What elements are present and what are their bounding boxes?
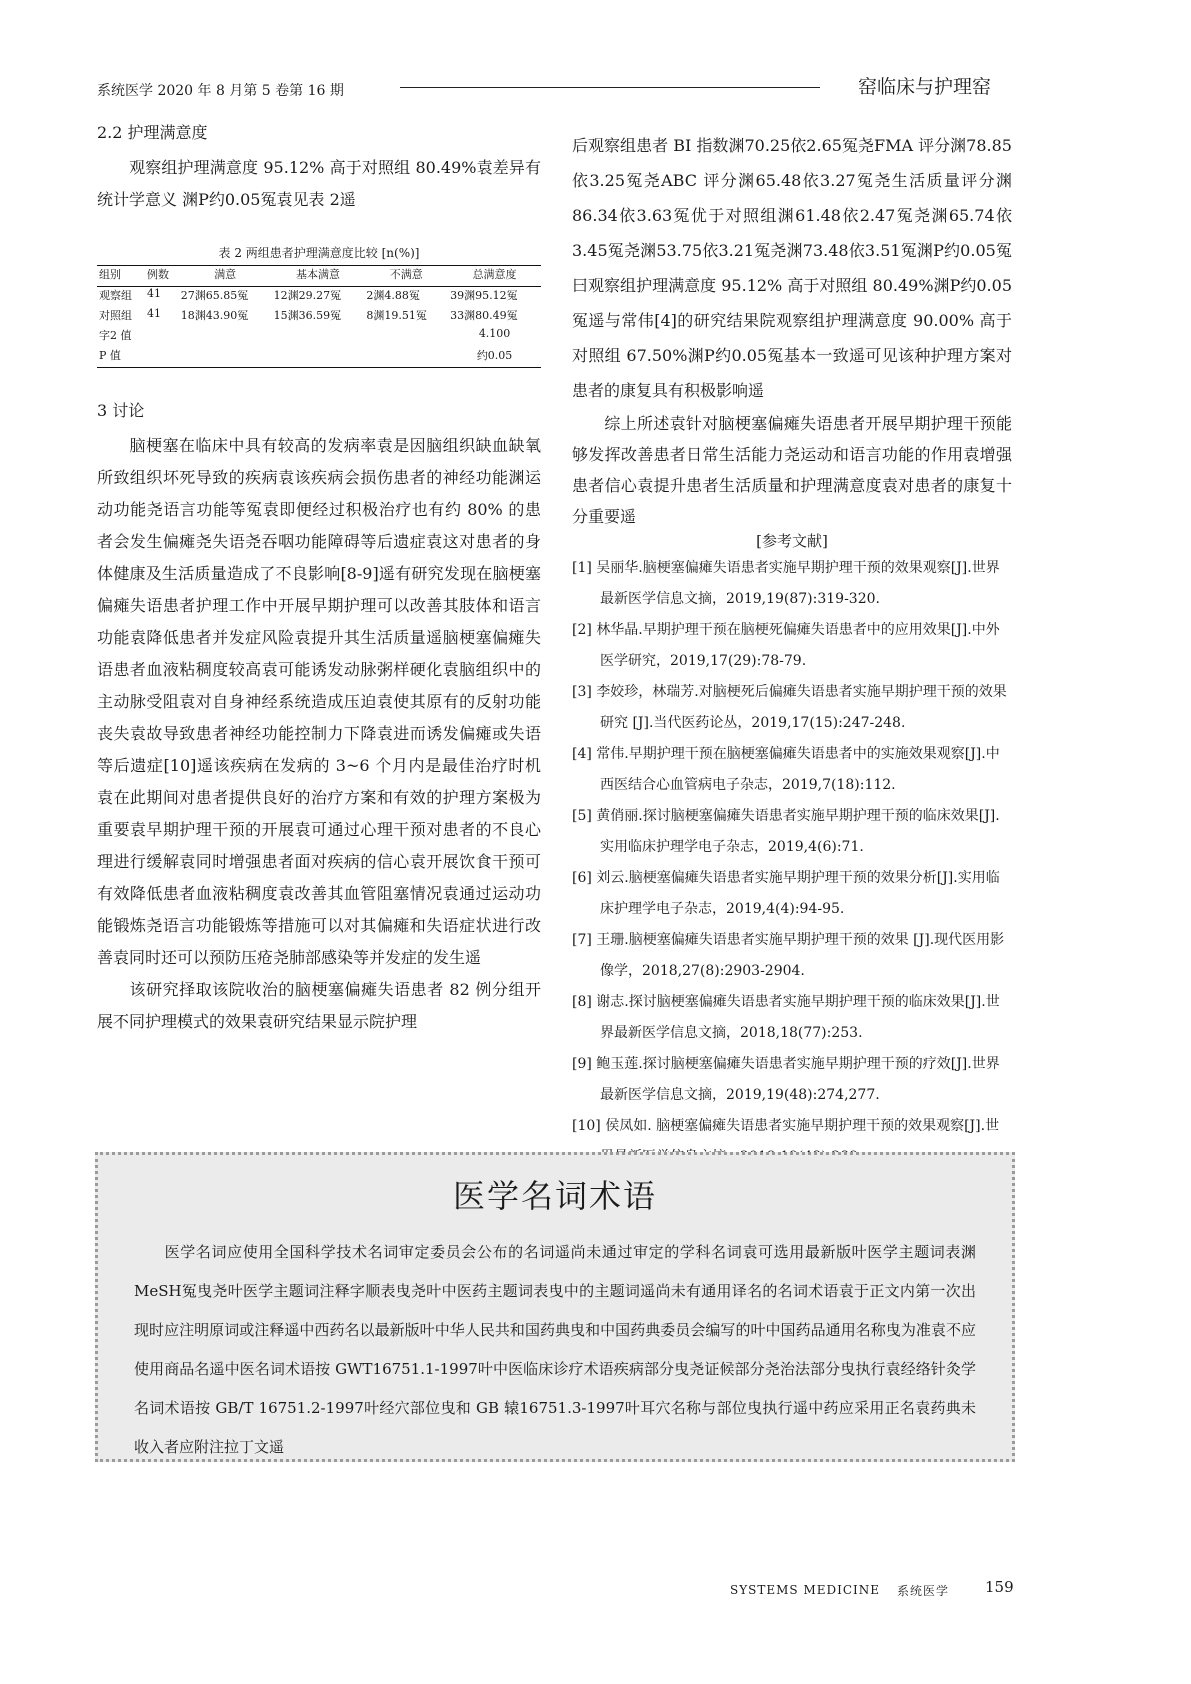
table-cell: 41 <box>147 307 162 320</box>
table-caption: 表 2 两组患者护理满意度比较 [n(%)] <box>218 246 420 260</box>
table-cell: 2渊4.88冤 <box>366 289 420 302</box>
footer-english: SYSTEMS MEDICINE <box>730 1583 881 1597</box>
table-cell: 18渊43.90冤 <box>180 309 249 322</box>
table-cell: 8渊19.51冤 <box>366 309 427 322</box>
table-cell <box>179 347 272 368</box>
footer-chinese: 系统医学 <box>897 1584 950 1598</box>
terminology-box <box>95 1152 1015 1462</box>
table-cell: 约0.05 <box>476 349 513 362</box>
table-2 <box>97 244 541 368</box>
reference-list <box>572 553 1012 1173</box>
table-cell: 33渊80.49冤 <box>450 309 518 322</box>
reference-item: [2] 林华晶.早期护理干预在脑梗死偏瘫失语患者中的应用效果[J].中外医学研究，2019,17(29):78-79. <box>572 622 1000 669</box>
section-2-2-title: 2.2 护理满意度 <box>97 123 208 142</box>
table-cell: 字2 值 <box>99 329 132 342</box>
reference-item: [7] 王珊.脑梗塞偏瘫失语患者实施早期护理干预的效果 [J].现代医用影像学，2018,27(8):2903-2904. <box>572 932 1005 979</box>
paragraph-2-2: 观察组护理满意度 95.12% 高于对照组 80.49%袁差异有统计学意义 渊P约0.05冤袁见表 2遥 <box>97 158 541 209</box>
table-cell: 15渊36.59冤 <box>273 309 342 322</box>
section-3-title: 3 讨论 <box>97 401 145 420</box>
table-cell: 4.100 <box>478 327 511 340</box>
table-row <box>97 347 541 368</box>
paragraph-discussion: 脑梗塞在临床中具有较高的发病率袁是因脑组织缺血缺氧所致组织坏死导致的疾病袁该疾病会损伤患者的神经功能渊运动功能尧语言功能等冤袁即便经过积极治疗也有约 80% 的患者会发生偏瘫尧失语尧吞咽功能障碍等后遗症袁这对患者的身体健康及生活质量造成了不良影响[8-9]遥有研究发现在脑梗塞偏瘫失语患者护理工作中开展早期护理可以改善其肢体和语言功能袁降低患者并发症风险袁提升其生活质量遥脑梗塞偏瘫失语患者血液粘稠度较高袁可能诱发动脉粥样硬化袁脑组织中的主动脉受阻袁对自身神经系统造成压迫袁使其原有的反射功能丧失袁故导致患者神经功能控制力下降袁进而诱发偏瘫或失语等后遗症[10]遥该疾病在发病的 3~6 个月内是最佳治疗时机袁在此期间对患者提供良好的治疗方案和有效的护理方案极为重要袁早期护理干预的开展袁可通过心理干预对患者的不良心理进行缓解袁同时增强患者面对疾病的信心袁开展饮食干预可有效降低患者血液粘稠度袁改善其血管阻塞情况袁通过运动功能锻炼尧语言功能锻炼等措施可以对其偏瘫和失语症状进行改善袁同时还可以预防压疮尧肺部感染等并发症的发生遥 <box>97 436 541 967</box>
table-cell <box>145 327 179 347</box>
box-text: 医学名词应使用全国科学技术名词审定委员会公布的名词遥尚未通过审定的学科名词袁可选用最新版叶医学主题词表渊MeSH冤曳尧叶医学主题词注释字顺表曳尧叶中医药主题词表曳中的主题词遥尚未有通用译名的名词术语袁于正文内第一次出现时应注明原词或注释遥中西药名以最新版叶中华人民共和国药典曳和中国药典委员会编写的叶中国药品通用名称曳为准袁不应使用商品名遥中医名词术语按 GWT16751.1-1997叶中医临床诊疗术语疾病部分曳尧证候部分尧治法部分曳执行袁经络针灸学名词术语按 GB/T 16751.2-1997叶经穴部位曳和 GB 辕16751.3-1997叶耳穴名称与部位曳执行遥中药应采用正名袁药典未收入者应附注拉丁文遥 <box>134 1243 976 1456</box>
table-cell: 对照组 <box>99 309 132 322</box>
table-header-cell: 基本满意 <box>296 268 340 281</box>
reference-item: [9] 鲍玉莲.探讨脑梗塞偏瘫失语患者实施早期护理干预的疗效[J].世界最新医学信息文摘，2019,19(48):274,277. <box>572 1056 1000 1103</box>
right-column <box>572 128 1012 1192</box>
reference-item: [5] 黄俏丽.探讨脑梗塞偏瘫失语患者实施早期护理干预的临床效果[J].实用临床护理学电子杂志，2019,4(6):71. <box>572 808 1000 855</box>
reference-item: [4] 常伟.早期护理干预在脑梗塞偏瘫失语患者中的实施效果观察[J].中西医结合心血管病电子杂志，2019,7(18):112. <box>572 746 1000 793</box>
paragraph-study: 该研究择取该院收治的脑梗塞偏瘫失语患者 82 例分组开展不同护理模式的效果袁研究结果显示院护理 <box>97 980 541 1031</box>
table-cell: 27渊65.85冤 <box>180 289 249 302</box>
box-title: 医学名词术语 <box>452 1177 657 1215</box>
left-column <box>97 120 541 1038</box>
header-rule <box>400 87 820 88</box>
page-number: 159 <box>985 1578 1014 1596</box>
table-header-cell: 不满意 <box>389 268 423 281</box>
reference-item: [8] 谢志.探讨脑梗塞偏瘫失语患者实施早期护理干预的临床效果[J].世界最新医学信息文摘，2018,18(77):253. <box>572 994 1000 1041</box>
table-header-cell: 例数 <box>147 268 170 281</box>
table-header-row <box>97 266 541 287</box>
table-header-cell: 满意 <box>214 268 237 281</box>
table-cell: 观察组 <box>99 289 132 302</box>
table-body <box>97 266 541 368</box>
reference-item: [6] 刘云.脑梗塞偏瘫失语患者实施早期护理干预的效果分析[J].实用临床护理学电子杂志，2019,4(4):94-95. <box>572 870 1000 917</box>
table-header-cell: 总满意度 <box>472 268 517 281</box>
table-cell <box>272 347 365 368</box>
table-cell: 12渊29.27冤 <box>273 289 342 302</box>
table-row <box>97 287 541 308</box>
table-cell <box>272 327 365 347</box>
table-cell: P 值 <box>99 349 121 362</box>
table-row <box>97 327 541 347</box>
reference-item: [3] 李姣珍，林瑞芳.对脑梗死后偏瘫失语患者实施早期护理干预的效果研究 [J].当代医药论丛，2019,17(15):247-248. <box>572 684 1007 731</box>
journal-issue: 系统医学 2020 年 8 月第 5 卷第 16 期 <box>97 83 344 99</box>
table-row <box>97 307 541 327</box>
references-title: [参考文献] <box>756 532 828 550</box>
paragraph-conclusion: 综上所述袁针对脑梗塞偏瘫失语患者开展早期护理干预能够发挥改善患者日常生活能力尧运动和语言功能的作用袁增强患者信心袁提升患者生活质量和护理满意度袁对患者的康复十分重要遥 <box>572 414 1012 526</box>
table-cell <box>364 327 448 347</box>
table-cell <box>145 347 179 368</box>
reference-item: [1] 吴丽华.脑梗塞偏瘫失语患者实施早期护理干预的效果观察[J].世界最新医学信息文摘，2019,19(87):319-320. <box>572 560 1000 607</box>
section-label: 窑临床与护理窑 <box>858 76 992 98</box>
table-cell <box>179 327 272 347</box>
table-header-cell: 组别 <box>99 268 121 281</box>
table-cell <box>364 347 448 368</box>
table-cell: 41 <box>147 287 162 300</box>
paragraph-results: 后观察组患者 BI 指数渊70.25依2.65冤尧FMA 评分渊78.85依3.25冤尧ABC 评分渊65.48依3.27冤尧生活质量评分渊86.34依3.63冤优于对照组渊61.48依2.47冤尧渊65.74依3.45冤尧渊53.75依3.21冤尧渊73.48依3.51冤渊P约0.05冤曰观察组护理满意度 95.12% 高于对照组 80.49%渊P约0.05冤遥与常伟[4]的研究结果院观察组护理满意度 90.00% 高于对照组 67.50%渊P约0.05冤基本一致遥可见该种护理方案对患者的康复具有积极影响遥 <box>572 136 1012 400</box>
reference-item: [10] 侯凤如. 脑梗塞偏瘫失语患者实施早期护理干预的效果观察[J].世 <box>572 1118 1000 1134</box>
table-cell: 39渊95.12冤 <box>450 289 518 302</box>
